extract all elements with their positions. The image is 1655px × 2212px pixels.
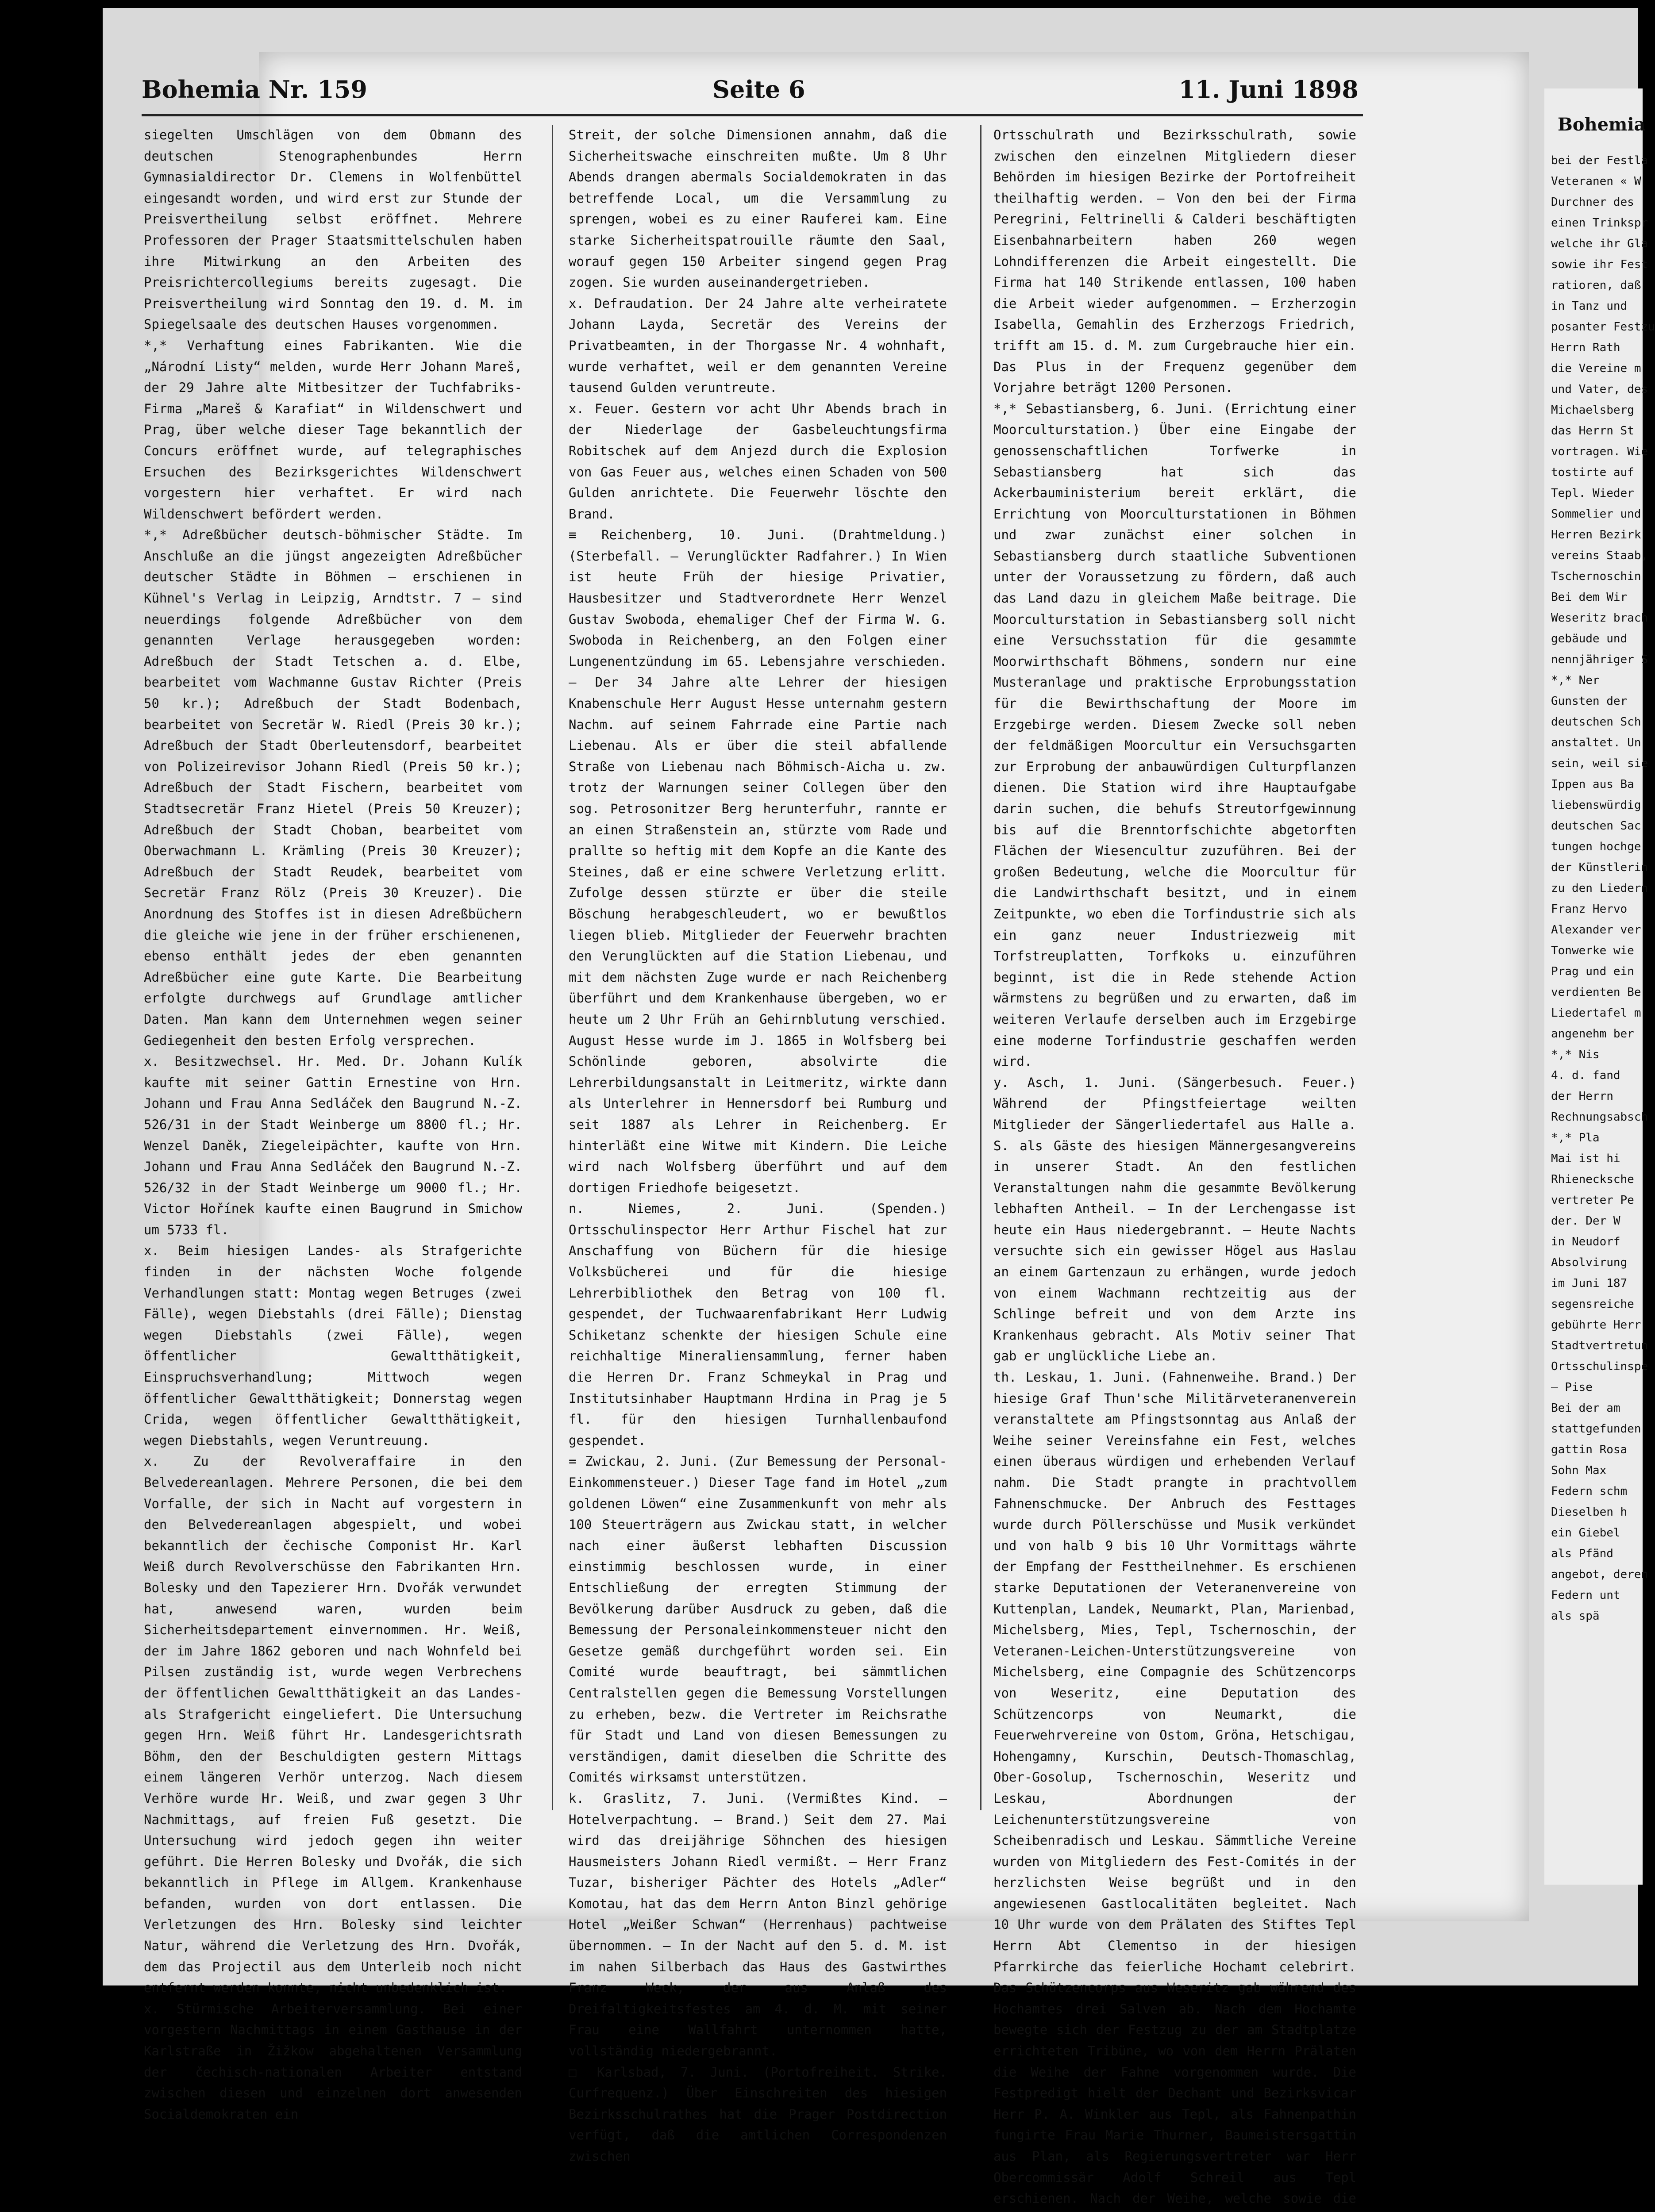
adjacent-text-line: Sommelier und — [1551, 507, 1641, 521]
adjacent-text-line: einen Trinkspr — [1551, 216, 1648, 230]
article-paragraph: n. Niemes, 2. Juni. (Spenden.) Ortsschulinspector Herr Arthur Fischel hat zur Anschaffung von Büchern für die hiesige Volksbücherei und für die hiesige Lehrerbibliothek den Betrag von 100 fl. gespendet, der Tuchwaarenfabrikant Herr Ludwig Schiketanz schenkte der hiesigen Schule eine reichhaltige Mineraliensammlung, ferner haben die Herren Dr. Franz Schmeykal in Prag und Institutsinhaber Hauptmann Hrdina in Prag je 5 fl. für den hiesigen Turnhallenbaufond gespendet. — [569, 1201, 947, 1448]
adjacent-text-line: Federn unt — [1551, 1589, 1620, 1602]
article-paragraph: = Zwickau, 2. Juni. (Zur Bemessung der Personal-Einkommensteuer.) Dieser Tage fand im Hotel „zum goldenen Löwen“ eine Zusammenkunft von mehr als 100 Steuerträgern aus Zwickau statt, in welcher nach einer äußerst lebhaften Discussion einstimmig beschlossen wurde, in einer Entschließung der erregten Stimmung der Bevölkerung darüber Ausdruck zu geben, daß die Bemessung der Personaleinkommensteuer nicht den Gesetze gemäß durchgeführt worden sei. Ein Comité wurde beauftragt, bei sämmtlichen Centralstellen gegen die Bemessung Vorstellungen zu erheben, bezw. die Vertreter im Reichsrathe für Stadt und Land von diesen Bemessungen zu verständigen, damit dieselben die Schritte des Comités wirksamst unterstützen. — [569, 1454, 947, 1785]
adjacent-text-line: Herrn Rath — [1551, 341, 1620, 354]
adjacent-text-line: angebot, deren — [1551, 1568, 1648, 1581]
article-paragraph: ≡ Reichenberg, 10. Juni. (Drahtmeldung.) (Sterbefall. — Verunglückter Radfahrer.) In Wien ist heute Früh der hiesige Privatier, Hausbesitzer und Stadtverordnete Herr Wenzel Gustav Swoboda, ehemaliger Chef der Firma W. G. Swoboda in Reichenberg, an den Folgen einer Lungenentzündung im 65. Lebensjahre verschieden. — Der 34 Jahre alte Lehrer der hiesigen Knabenschule Herr August Hesse unternahm gestern Nachm. auf seinem Fahrrade eine Partie nach Liebenau. Als er über die steil abfallende Straße von Liebenau nach Böhmisch-Aicha u. zw. trotz der Warnungen seiner Collegen über den sog. Petrosonitzer Berg herunterfuhr, rannte er an einen Straßenstein an, stürzte vom Rade und prallte so heftig mit dem Kopfe an die Kante des Steines, daß er eine schwere Verletzung erlitt. Zufolge dessen stürzte er über die steile Böschung herabgeschleudert, wo er bewußtlos liegen blieb. Mitglieder der Feuerwehr brachten den Verunglückten auf die Station Liebenau, und mit dem nächsten Zuge wurde er nach Reichenberg überführt und dem Krankenhause übergeben, wo er heute um 2 Uhr Früh an Gehirnblutung verschied. August Hesse wurde im J. 1865 in Wolfsberg bei Schönlinde geboren, absolvirte die Lehrerbildungsanstalt in Leitmeritz, wirkte dann als Unterlehrer in Hennersdorf bei Rumburg und seit 1887 als Lehrer in Reichenberg. Er hinterläßt eine Witwe mit Kindern. Die Leiche wird nach Wolfsberg überführt und auf dem dortigen Friedhofe beigesetzt. — [569, 527, 947, 1195]
adjacent-text-line: Tepl. Wieder — [1551, 487, 1634, 500]
adjacent-text-line: nennjähriger S — [1551, 653, 1648, 666]
issue-date: 11. Juni 1898 — [1178, 75, 1359, 104]
text-column-3 — [993, 125, 1356, 2206]
article-paragraph: k. Graslitz, 7. Juni. (Vermißtes Kind. — Hotelverpachtung. — Brand.) Seit dem 27. Mai wird das dreijährige Söhnchen des hiesigen Hausmeisters Johann Riedl vermißt. — Herr Franz Tuzar, bisheriger Pächter des Hotels „Adler“ Komotau, hat das dem Herrn Anton Binzl gehörige Hotel „Weißer Schwan“ (Herrenhaus) pachtweise übernommen. — In der Nacht auf den 5. d. M. ist im nahen Silberbach das Haus des Gastwirthes Franz Weck, der aus Anlaß des Dreifaltigkeitsfestes am 4. d. M. mit seiner Frau eine Wallfahrt unternommen hatte, vollständig niedergebrannt. — [569, 1790, 947, 2059]
adjacent-text-line: Ippen aus Ba — [1551, 778, 1634, 791]
adjacent-text-line: ein Giebel — [1551, 1526, 1620, 1540]
column-divider — [552, 125, 553, 1810]
article-paragraph: Streit, der solche Dimensionen annahm, daß die Sicherheitswache einschreiten mußte. Um 8 Uhr Abends drangen abermals Socialdemokraten in das betreffende Local, um die Versammlung zu sprengen, wobei es zu einer Rauferei kam. Eine starke Sicherheitspatrouille räumte den Saal, worauf gegen 150 Arbeiter singend gegen Prag zogen. Sie wurden auseinandergetrieben. — [569, 127, 947, 290]
article-paragraph: siegelten Umschlägen von dem Obmann des deutschen Stenographenbundes Herrn Gymnasialdirector Dr. Clemens in Wolfenbüttel eingesandt worden, und wird erst zur Stunde der Preisvertheilung selbst eröffnet. Mehrere Professoren der Prager Staatsmittelschulen haben ihre Mitwirkung an den Arbeiten des Preisrichtercollegiums bereits zugesagt. Die Preisvertheilung wird Sonntag den 19. d. M. im Spiegelsaale des deutschen Hauses vorgenommen. — [144, 127, 522, 332]
adjacent-text-line: tungen hochge — [1551, 840, 1641, 853]
article-paragraph: x. Zu der Revolveraffaire in den Belvedereanlagen. Mehrere Personen, die bei dem Vorfalle, der sich in Nacht auf vorgestern in den Belvedereanlagen abgespielt, und wobei bekanntlich der čechische Componist Hr. Karl Weiß durch Revolverschüsse den Fabrikanten Hrn. Bolesky und den Tapezierer Hrn. Dvořák verwundet hat, anwesend waren, wurden beim Sicherheitsdepartement einvernommen. Hr. Weiß, der im Jahre 1862 geboren und nach Wohnfeld bei Pilsen zuständig ist, wurde wegen Verbrechens der öffentlichen Gewaltthätigkeit an das Landes- als Strafgericht eingeliefert. Die Untersuchung gegen Hrn. Weiß führt Hr. Landesgerichtsrath Böhm, den der Beschuldigten gestern Mittags einem längeren Verhör unterzog. Nach diesem Verhöre wurde Hr. Weiß, und zwar gegen 3 Uhr Nachmittags, auf freien Fuß gesetzt. Die Untersuchung wird jedoch gegen ihn weiter geführt. Die Herren Bolesky und Dvořák, die sich bekanntlich in Pflege im Allgem. Krankenhause befanden, wurden von dort entlassen. Die Verletzungen des Hrn. Bolesky sind leichter Natur, während die Verletzung des Hrn. Dvořák, dem das Projectil aus dem Unterleib noch nicht entfernt werden konnte, nicht unbedenklich ist. — [144, 1454, 522, 1996]
adjacent-text-line: Stadtvertretun — [1551, 1339, 1648, 1352]
adjacent-text-line: liebenswürdig — [1551, 799, 1641, 812]
adjacent-text-line: stattgefunden — [1551, 1422, 1641, 1436]
adjacent-text-line: Franz Hervo — [1551, 902, 1628, 916]
adjacent-text-line: das Herrn St — [1551, 424, 1634, 438]
adjacent-text-line: Rhienecksche — [1551, 1173, 1634, 1186]
article-paragraph: x. Beim hiesigen Landes- als Strafgerichte finden in der nächsten Woche folgende Verhandlungen statt: Montag wegen Betruges (zwei Fälle), wegen Diebstahls (drei Fälle); Dienstag wegen Diebstahls (zwei Fälle), wegen öffentlicher Gewaltthätigkeit, Einspruchsverhandlung; Mittwoch wegen öffentlicher Gewaltthätigkeit; Donnerstag wegen Crida, wegen öffentlicher Gewaltthätigkeit, wegen Diebstahls, wegen Veruntreuung. — [144, 1243, 522, 1448]
adjacent-text-line: Tonwerke wie — [1551, 944, 1634, 957]
article-paragraph: *,* Sebastiansberg, 6. Juni. (Errichtung einer Moorculturstation.) Über eine Eingabe der genossenschaftlichen Torfwerke in Sebastiansberg hat sich das Ackerbauministerium bereit erklärt, die Errichtung von Moorculturstationen in Böhmen und zwar zunächst einer solchen in Sebastiansberg durch staatliche Subventionen unter der Voraussetzung zu fördern, daß auch das Land dazu in gleichem Maße beitrage. Die Moorculturstation in Sebastiansberg soll nicht eine Versuchsstation für die gesammte Moorwirthschaft Böhmens, sondern nur eine Musteranlage und praktische Erprobungsstation für die Bewirthschaftung der Moore im Erzgebirge werden. Diesem Zwecke soll neben der feldmäßigen Moorcultur ein Versuchsgarten zur Erprobung der anbauwürdigen Culturpflanzen dienen. Die Station wird ihre Hauptaufgabe darin suchen, die behufs Streutorfgewinnung bis auf die Brenntorfschichte abgetorften Flächen der Wiesencultur zuzuführen. Bei der großen Bedeutung, welche die Moorcultur für die Landwirthschaft besitzt, und in einem Zeitpunkte, wo eben die Torfindustrie sich als ein ganz neuer Industriezweig mit Torfstreuplatten, Torfkoks u. einzuführen beginnt, ist die in Rede stehende Action wärmstens zu begrüßen und zu erwarten, daß im weiteren Verlaufe derselben auch im Erzgebirge eine moderne Torfindustrie geschaffen werden wird. — [993, 401, 1356, 1069]
text-column-2 — [569, 125, 947, 2164]
adjacent-text-line: vertreter Pe — [1551, 1194, 1634, 1207]
article-paragraph: x. Defraudation. Der 24 Jahre alte verheiratete Johann Layda, Secretär des Vereins der Privatbeamten, in der Thorgasse Nr. 4 wohnhaft, wurde verhaftet, weil er dem genannten Vereine tausend Gulden veruntreute. — [569, 296, 947, 396]
page-number: Seite 6 — [712, 75, 805, 104]
adjacent-text-line: deutschen Sac — [1551, 819, 1641, 833]
masthead-issue: Bohemia Nr. 159 — [142, 75, 367, 104]
header-rule — [142, 114, 1363, 116]
adjacent-text-line: anstaltet. Un — [1551, 736, 1641, 749]
article-paragraph: y. Asch, 1. Juni. (Sängerbesuch. Feuer.) Während der Pfingstfeiertage weilten Mitglieder der Sängerliedertafel aus Halle a. S. als Gäste des hiesigen Männergesangvereins in unserer Stadt. An den festlichen Veranstaltungen nahm die gesammte Bevölkerung lebhaften Antheil. — In der Lerchengasse ist heute ein Haus niedergebrannt. — Heute Nachts versuchte sich ein gewisser Högel aus Haslau an einem Gartenzaun zu erhängen, wurde jedoch von einem Wachmann rechtzeitig aus der Schlinge befreit und von dem Arzte ins Krankenhaus gebracht. Als Motiv seiner That gab er unglückliche Liebe an. — [993, 1075, 1356, 1364]
adjacent-text-line: Ortsschulinspe — [1551, 1360, 1648, 1373]
adjacent-text-line: und Vater, des — [1551, 383, 1648, 396]
adjacent-text-line: *,* Pla — [1551, 1131, 1600, 1144]
article-paragraph: *,* Verhaftung eines Fabrikanten. Wie die „Národní Listy“ melden, wurde Herr Johann Mareš, der 29 Jahre alte Mitbesitzer der Tuchfabriks-Firma „Mareš & Karafiat“ in Wildenschwert und Prag, über welche dieser Tage bekanntlich der Concurs eröffnet wurde, auf telegraphisches Ersuchen des Bezirksgerichtes Wildenschwert vorgestern hier verhaftet. Er wird nach Wildenschwert befördert werden. — [144, 338, 522, 522]
article-paragraph: *,* Adreßbücher deutsch-böhmischer Städte. Im Anschluße an die jüngst angezeigten Adreßbücher deutscher Städte in Böhmen — erschienen in Kühnel's Verlag in Leipzig, Arndtstr. 7 — sind neuerdings folgende Adreßbücher von dem genannten Verlage herausgegeben worden: Adreßbuch der Stadt Tetschen a. d. Elbe, bearbeitet vom Wachmanne Gustav Richter (Preis 50 kr.); Adreßbuch der Stadt Bodenbach, bearbeitet von Secretär W. Riedl (Preis 30 kr.); Adreßbuch der Stadt Oberleutensdorf, bearbeitet von Polizeirevisor Johann Riedl (Preis 50 kr.); Adreßbuch der Stadt Fischern, bearbeitet vom Stadtsecretär Franz Hietel (Preis 50 Kreuzer); Adreßbuch der Stadt Choban, bearbeitet vom Oberwachmann L. Krämling (Preis 30 Kreuzer); Adreßbuch der Stadt Reudek, bearbeitet vom Secretär Franz Rölz (Preis 30 Kreuzer). Die Anordnung des Stoffes ist in diesen Adreßbüchern die gleiche wie jene in der früher erschienenen, ebenso enthält jedes der eben genannten Adreßbücher eine gute Karte. Die Bearbeitung erfolgte durchwegs auf Grundlage amtlicher Daten. Man kann dem Unternehmen wegen seiner Gediegenheit den besten Erfolg versprechen. — [144, 527, 522, 1048]
adjacent-text-line: Tschernoschin — [1551, 570, 1641, 583]
adjacent-text-line: angenehm ber — [1551, 1027, 1634, 1041]
adjacent-text-line: vortragen. Wie — [1551, 445, 1648, 458]
article-paragraph: □ Karlsbad, 7. Juni. (Portofreiheit. Strike. Curfrequenz.) Über Einschreiten des hiesigen Bezirksschulrathes hat die Prager Postdirection verfügt, daß die amtlichen Correspondenzen zwischen — [569, 2064, 947, 2164]
page-header — [142, 75, 1359, 111]
adjacent-text-line: sein, weil sie — [1551, 757, 1648, 770]
adjacent-text-line: *,* Ner — [1551, 674, 1600, 687]
adjacent-text-line: gattin Rosa — [1551, 1443, 1628, 1456]
adjacent-text-line: posanter Festzu — [1551, 320, 1655, 334]
adjacent-text-line: bei der Festla — [1551, 154, 1648, 167]
adjacent-text-line: verdienten Be — [1551, 986, 1641, 999]
adjacent-text-line: ratioren, daß — [1551, 279, 1641, 292]
article-paragraph: x. Besitzwechsel. Hr. Med. Dr. Johann Kulík kaufte mit seiner Gattin Ernestine von Hrn. Johann und Frau Anna Sedláček den Baugrund N.-Z. 526/31 in der Stadt Weinberge um 8800 fl.; Hr. Wenzel Daněk, Ziegeleipächter, kaufte von Hrn. Johann und Frau Anna Sedláček den Baugrund N.-Z. 526/32 in der Stadt Weinberge um 9000 fl.; Hr. Victor Hořínek kaufte einen Baugrund in Smichow um 5733 fl. — [144, 1054, 522, 1237]
adjacent-text-line: gebäude und — [1551, 632, 1628, 645]
adjacent-text-line: segensreiche — [1551, 1298, 1634, 1311]
adjacent-text-line: die Vereine m — [1551, 362, 1641, 375]
adjacent-text-line: als spä — [1551, 1609, 1600, 1623]
adjacent-text-line: der Herrn — [1551, 1090, 1613, 1103]
article-paragraph: Ortsschulrath und Bezirksschulrath, sowie zwischen den einzelnen Mitgliedern dieser Behörden im hiesigen Bezirke der Portofreiheit theilhaftig werden. — Von den bei der Firma Peregrini, Feltrinelli & Calderi beschäftigten Eisenbahnarbeitern haben 260 wegen Lohndifferenzen die Arbeit eingestellt. Die Firma hat 140 Strikende entlassen, 100 haben die Arbeit wieder aufgenommen. — Erzherzogin Isabella, Gemahlin des Erzherzogs Friedrich, trifft am 15. d. M. zum Curgebrauche hier ein. Das Plus in der Frequenz gegenüber dem Vorjahre beträgt 1200 Personen. — [993, 127, 1356, 396]
adjacent-text-line: Mai ist hi — [1551, 1152, 1620, 1165]
adjacent-text-line: im Juni 187 — [1551, 1277, 1628, 1290]
adjacent-text-line: zu den Liedern — [1551, 882, 1648, 895]
adjacent-text-line: sowie ihr Fest — [1551, 258, 1648, 271]
adjacent-text-line: Veteranen « W — [1551, 175, 1641, 188]
adjacent-text-line: gebührte Herr — [1551, 1318, 1641, 1332]
adjacent-text-line: der Künstlerin — [1551, 861, 1648, 874]
adjacent-text-line: Absolvirung — [1551, 1256, 1628, 1269]
adjacent-text-line: Bei der am — [1551, 1402, 1620, 1415]
adjacent-text-line: welche ihr Gla — [1551, 237, 1648, 250]
adjacent-text-line: Gunsten der — [1551, 695, 1628, 708]
article-paragraph: x. Stürmische Arbeiterversammlung. Bei einer vorgestern Nachmittags in einem Gasthause in der Karlstraße in Žižkow abgehaltenen Versammlung der čechisch-nationalen Arbeiter entstand zwischen diesen und einzelnen dort anwesenden Socialdemokraten ein — [144, 2001, 522, 2122]
adjacent-text-line: in Neudorf — [1551, 1235, 1620, 1248]
adjacent-text-line: Rechnungsabsch — [1551, 1110, 1648, 1124]
adjacent-text-line: Alexander ver — [1551, 923, 1641, 937]
adjacent-text-line: in Tanz und — [1551, 300, 1628, 313]
article-paragraph: th. Leskau, 1. Juni. (Fahnenweihe. Brand.) Der hiesige Graf Thun'sche Militärveteranenverein veranstaltete am Pfingstsonntag aus Anlaß der Weihe seiner Vereinsfahne ein Fest, welches einen überaus würdigen und erhebenden Verlauf nahm. Die Stadt prangte in prachtvollem Fahnenschmucke. Der Anbruch des Festtages wurde durch Pöllerschüsse und Musik verkündet und von halb 9 bis 10 Uhr Vormittags währte der Empfang der Festtheilnehmer. Es erschienen starke Deputationen der Veteranenvereine von Kuttenplan, Landek, Neumarkt, Plan, Marienbad, Michelsberg, Mies, Tepl, Tschernoschin, der Veteranen-Leichen-Unterstützungsvereine von Michelsberg, eine Compagnie des Schützencorps von Weseritz, eine Deputation des Schützencorps von Neumarkt, die Feuerwehrvereine von Ostom, Gröna, Hetschigau, Hohengamny, Kurschin, Deutsch-Thomaschlag, Ober-Gosolup, Tschernoschin, Weseritz und Leskau, Abordnungen der Leichenunterstützungsvereine von Scheibenradisch und Leskau. Sämmtliche Vereine wurden von Mitgliedern des Fest-Comités in der herzlichsten Weise begrüßt und in den angewiesenen Gastlocalitäten begleitet. Nach 10 Uhr wurde von dem Prälaten des Stiftes Tepl Herrn Abt Clementso in der hiesigen Pfarrkirche das feierliche Hochamt celebrirt. Das Schützencorps aus Weseritz gab während des Hochamtes drei Salven ab. Nach dem Hochamte bewegte sich der Festzug zu der am Stadtplatze errichteten Tribüne, wo von dem Herrn Prälaten die Weihe der Fahne vorgenommen wurde. Die Festpredigt hielt der Dechant und Bezirksvicar Herr P. A. Winkler aus Tepl, als Fahnenpathin fungirte Frau Marie Thurner, Baumeistersgattin aus Plan, als Regierungsvertreter war Herr Obercommissär Adolf Schreil aus Tepl erschienen. Nach der Weihe, welche sowie die — [993, 1370, 1356, 2206]
adjacent-text-line: Michaelsberg — [1551, 403, 1634, 417]
adjacent-text-line: der. Der W — [1551, 1214, 1620, 1228]
adjacent-page-masthead: Bohemia — [1558, 114, 1646, 135]
adjacent-text-line: Prag und ein — [1551, 965, 1634, 978]
adjacent-text-line: als Pfänd — [1551, 1547, 1613, 1560]
article-paragraph: x. Feuer. Gestern vor acht Uhr Abends brach in der Niederlage der Gasbeleuchtungsfirma Robitschek auf dem Anjezd durch die Explosion von Gas Feuer aus, welches einen Schaden von 500 Gulden anrichtete. Die Feuerwehr löschte den Brand. — [569, 401, 947, 522]
adjacent-text-line: Weseritz brach — [1551, 611, 1648, 625]
adjacent-text-line: 4. d. fand — [1551, 1069, 1620, 1082]
text-column-1 — [144, 125, 522, 2122]
column-divider — [980, 125, 981, 1810]
adjacent-text-line: Herren Bezirk — [1551, 528, 1641, 541]
adjacent-text-line: *,* Nis — [1551, 1048, 1600, 1061]
adjacent-text-line: Sohn Max — [1551, 1464, 1607, 1477]
adjacent-text-line: vereins Staab, — [1551, 549, 1648, 562]
adjacent-text-line: deutschen Sch — [1551, 715, 1641, 729]
adjacent-text-line: Durchner des — [1551, 196, 1634, 209]
adjacent-text-line: Liedertafel m — [1551, 1006, 1641, 1020]
adjacent-text-line: Dieselben h — [1551, 1505, 1628, 1519]
adjacent-page-text — [1551, 150, 1655, 1627]
adjacent-text-line: Federn schm — [1551, 1485, 1628, 1498]
adjacent-text-line: — Pise — [1551, 1381, 1593, 1394]
adjacent-text-line: tostirte auf — [1551, 466, 1634, 479]
adjacent-text-line: Bei dem Wir — [1551, 591, 1628, 604]
